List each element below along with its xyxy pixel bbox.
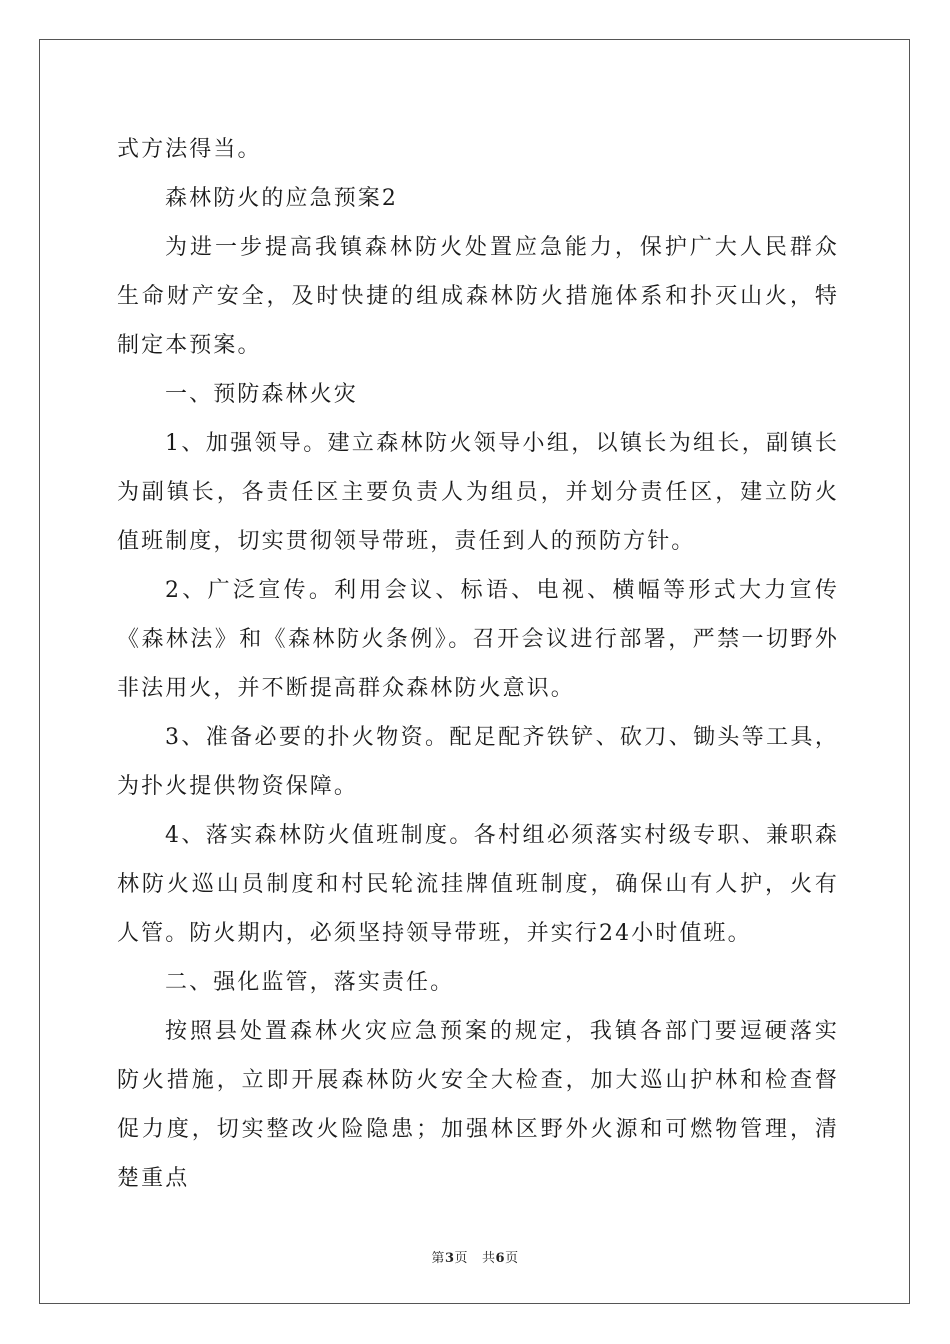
paragraph-item-3: 3、准备必要的扑火物资。配足配齐铁铲、砍刀、锄头等工具，为扑火提供物资保障。 <box>117 725 839 799</box>
paragraph-intro: 为进一步提高我镇森林防火处置应急能力，保护广大人民群众生命财产安全，及时快捷的组成森林防火措施体系和扑灭山火，特制定本预案。 <box>117 235 839 358</box>
page-prefix: 第 <box>431 1251 445 1266</box>
page-suffix: 页 <box>454 1251 468 1266</box>
heading-supervision: 二、强化监管，落实责任。 <box>165 970 455 995</box>
paragraph-item-4: 4、落实森林防火值班制度。各村组必须落实村级专职、兼职森林防火巡山员制度和村民轮流挂牌值班制度，确保山有人护，火有人管。防火期内，必须坚持领导带班，并实行24小时值班。 <box>117 823 839 946</box>
paragraph-item-1: 1、加强领导。建立森林防火领导小组，以镇长为组长，副镇长为副镇长，各责任区主要负责人为组员，并划分责任区，建立防火值班制度，切实贯彻领导带班，责任到人的预防方针。 <box>117 431 839 554</box>
paragraph-item-2: 2、广泛宣传。利用会议、标语、电视、横幅等形式大力宣传《森林法》和《森林防火条例》。召开会议进行部署，严禁一切野外非法用火，并不断提高群众森林防火意识。 <box>117 578 839 701</box>
document-body <box>117 125 839 1203</box>
page-current: 3 <box>444 1251 455 1266</box>
page-footer <box>0 1247 950 1266</box>
page-total: 6 <box>495 1251 506 1266</box>
heading-prevention: 一、预防森林火灾 <box>165 382 358 407</box>
section-title: 森林防火的应急预案2 <box>165 186 398 211</box>
paragraph-supervision: 按照县处置森林火灾应急预案的规定，我镇各部门要逗硬落实防火措施，立即开展森林防火安全大检查，加大巡山护林和检查督促力度，切实整改火险隐患；加强林区野外火源和可燃物管理，清楚重点 <box>117 1019 839 1191</box>
paragraph-continuation: 式方法得当。 <box>117 137 262 162</box>
total-prefix: 共 <box>482 1251 496 1266</box>
total-suffix: 页 <box>505 1251 519 1266</box>
